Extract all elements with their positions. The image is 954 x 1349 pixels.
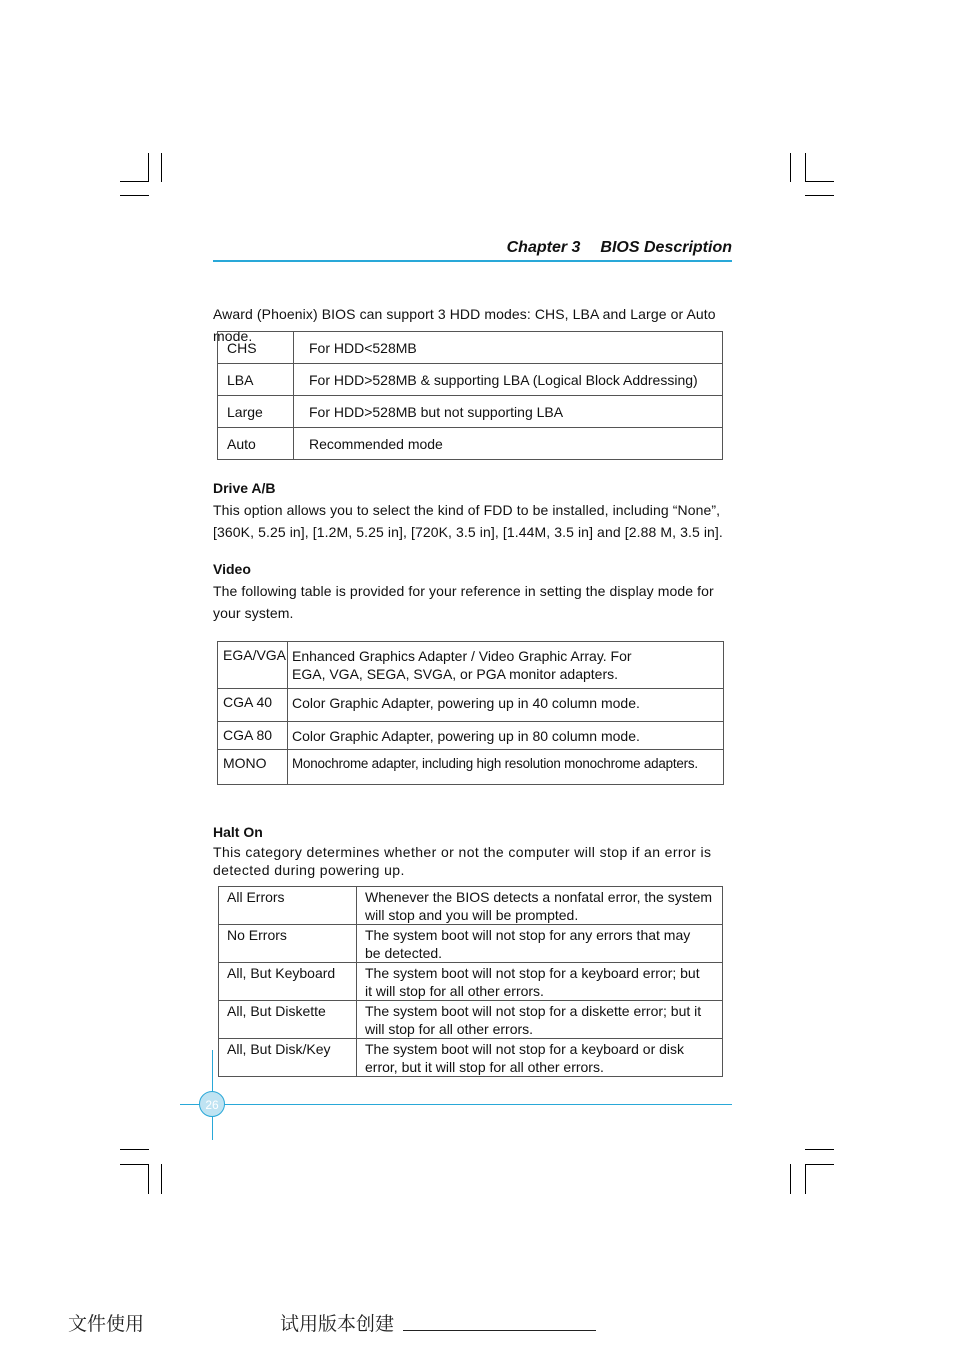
halt-desc: [357, 925, 723, 963]
hdd-desc: Recommended mode: [294, 428, 723, 460]
table-row: [218, 722, 724, 750]
table-row: [219, 1001, 723, 1039]
hdd-desc: For HDD>528MB & supporting LBA (Logical Block Addressing): [294, 364, 723, 396]
halt-desc-line: The system boot will not stop for a keyboard error; but: [365, 965, 700, 981]
video-desc-line: EGA, VGA, SEGA, SVGA, or PGA monitor adapters.: [292, 666, 619, 682]
halt-desc: [357, 887, 723, 925]
video-heading: Video: [213, 561, 251, 577]
halt-option: All, But Diskette: [219, 1001, 357, 1039]
video-mode: CGA 80: [218, 722, 288, 750]
hdd-mode: Auto: [218, 428, 294, 460]
video-modes-table: [217, 641, 724, 785]
watermark-underline: [403, 1330, 596, 1331]
halt-desc-line: it will stop for all other errors.: [365, 983, 544, 999]
page-number: 26: [199, 1091, 225, 1117]
table-row: [219, 925, 723, 963]
halt-desc-line: The system boot will not stop for a diskette error; but it: [365, 1003, 702, 1019]
video-desc: Color Graphic Adapter, powering up in 80 column mode.: [288, 722, 724, 750]
page-header: [213, 239, 732, 257]
table-row: [218, 332, 723, 364]
halt-options-table: [218, 886, 723, 1077]
watermark-right: 试用版本创建: [280, 1313, 395, 1335]
video-desc-line: Enhanced Graphics Adapter / Video Graphic Array. For: [292, 648, 632, 664]
table-row: [219, 1039, 723, 1077]
halt-option: All Errors: [219, 887, 357, 925]
watermark-left: 文件使用: [68, 1313, 145, 1335]
video-desc: Monochrome adapter, including high resolution monochrome adapters.: [288, 750, 724, 785]
halt-desc-line: will stop and you will be prompted.: [365, 907, 579, 923]
video-desc: Color Graphic Adapter, powering up in 40 column mode.: [288, 689, 724, 722]
drive-text: This option allows you to select the kind of FDD to be installed, including “None”, [360K, 5.25 in], [1.2M, 5.25 in], [720K, 3.5 in], [1.44M, 3.5 in] and [2.88 M, 3.5 in].: [213, 502, 723, 540]
halt-heading: Halt On: [213, 824, 263, 840]
hdd-modes-table: [217, 331, 723, 460]
video-mode: EGA/VGA: [218, 642, 288, 689]
video-desc: [288, 642, 724, 689]
halt-option: No Errors: [219, 925, 357, 963]
chapter-title: BIOS Description: [600, 239, 732, 256]
halt-desc-line: error, but it will stop for all other errors.: [365, 1059, 604, 1075]
halt-desc: [357, 1039, 723, 1077]
table-row: [218, 689, 724, 722]
halt-text: This category determines whether or not the computer will stop if an error is detected during powering up.: [213, 844, 712, 878]
halt-option: All, But Disk/Key: [219, 1039, 357, 1077]
footer-rule: [180, 1104, 732, 1105]
hdd-intro: Award (Phoenix) BIOS can support 3 HDD modes: CHS, LBA and Large or Auto mode.: [213, 306, 716, 344]
table-row: [219, 887, 723, 925]
halt-desc: [357, 963, 723, 1001]
table-row: [219, 963, 723, 1001]
drive-heading: Drive A/B: [213, 480, 276, 496]
halt-desc-line: The system boot will not stop for a keyboard or disk: [365, 1041, 685, 1057]
halt-desc: [357, 1001, 723, 1039]
halt-desc-line: will stop for all other errors.: [365, 1021, 534, 1037]
video-mode: MONO: [218, 750, 288, 785]
table-row: [218, 364, 723, 396]
table-row: [218, 396, 723, 428]
header-rule: [213, 260, 732, 262]
halt-desc-line: The system boot will not stop for any errors that may: [365, 927, 691, 943]
table-row: [218, 750, 724, 785]
table-row: [218, 642, 724, 689]
hdd-mode: CHS: [218, 332, 294, 364]
video-text: The following table is provided for your reference in setting the display mode for your system.: [213, 583, 714, 621]
hdd-desc: For HDD>528MB but not supporting LBA: [294, 396, 723, 428]
video-mode: CGA 40: [218, 689, 288, 722]
hdd-mode: Large: [218, 396, 294, 428]
table-row: [218, 428, 723, 460]
hdd-mode: LBA: [218, 364, 294, 396]
chapter-label: Chapter 3: [506, 239, 581, 256]
halt-option: All, But Keyboard: [219, 963, 357, 1001]
halt-desc-line: be detected.: [365, 945, 443, 961]
halt-desc-line: Whenever the BIOS detects a nonfatal error, the system: [365, 889, 713, 905]
hdd-desc: For HDD<528MB: [294, 332, 723, 364]
